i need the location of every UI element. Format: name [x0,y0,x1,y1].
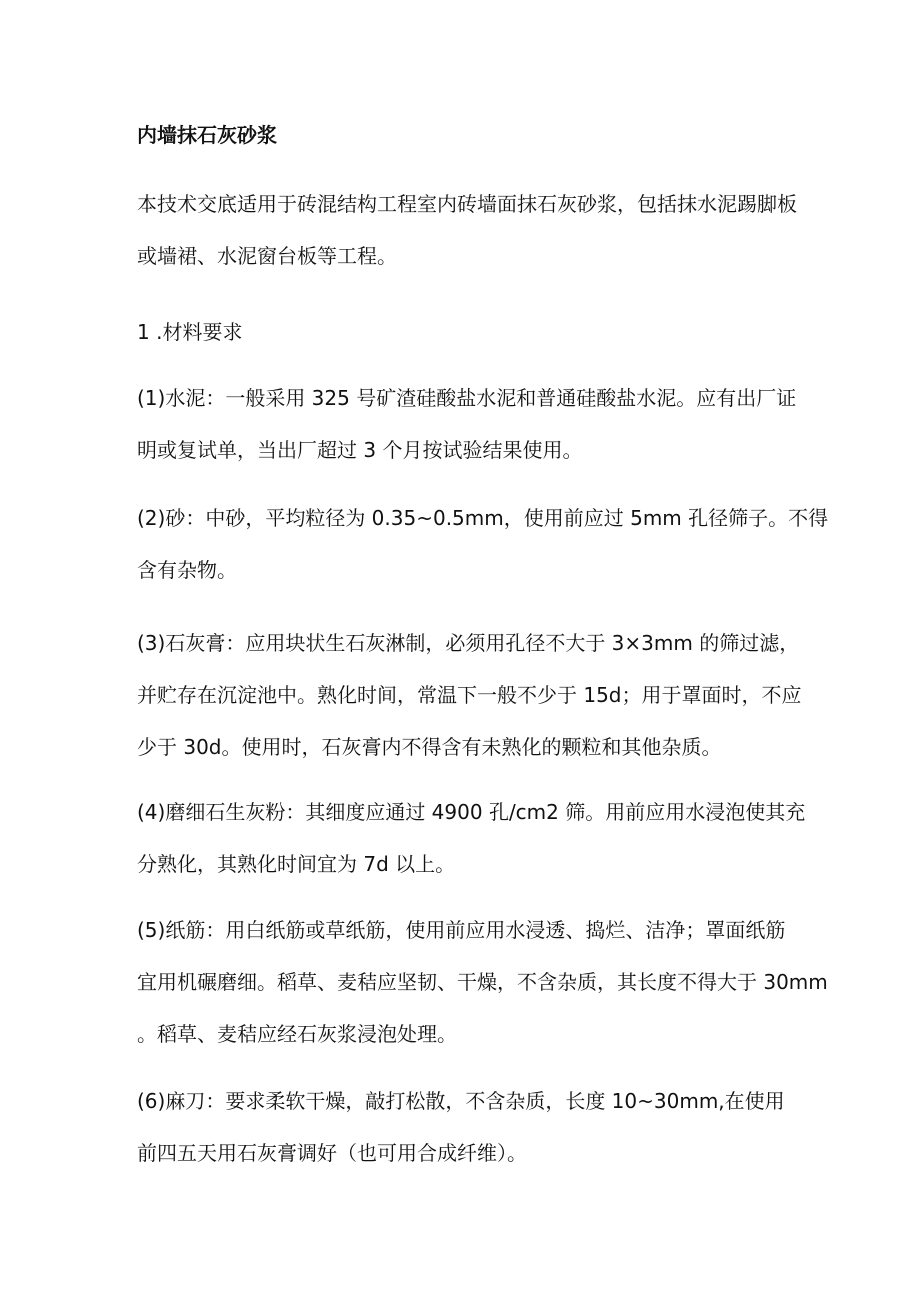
document-title: 内墙抹石灰砂浆 [137,123,277,147]
text-line: 少于 30d。使用时，石灰膏内不得含有未熟化的颗粒和其他杂质。 [137,735,722,759]
text-line: (3)石灰膏：应用块状生石灰淋制，必须用孔径不大于 3×3mm 的筛过滤， [137,631,800,655]
intro-paragraph [137,189,797,271]
text-line: 本技术交底适用于砖混结构工程室内砖墙面抹石灰砂浆，包括抹水泥踢脚板 [137,192,797,216]
item-lime-paste [137,628,802,762]
item-lime-powder [137,797,806,879]
text-line: 明或复试单，当出厂超过 3 个月按试验结果使用。 [137,438,583,462]
text-line: 。稻草、麦秸应经石灰浆浸泡处理。 [137,1022,457,1046]
text-line: 含有杂物。 [137,558,237,582]
text-line: 并贮存在沉淀池中。熟化时间，常温下一般不少于 15d；用于罩面时，不应 [137,683,802,707]
text-line: 1 .材料要求 [137,320,243,344]
text-line: 前四五天用石灰膏调好（也可用合成纤维）。 [137,1141,527,1165]
text-line: 或墙裙、水泥窗台板等工程。 [137,244,397,268]
text-line: (5)纸筋：用白纸筋或草纸筋，使用前应用水浸透、捣烂、洁净；罩面纸筋 [137,918,786,942]
text-line: 宜用机碾磨细。稻草、麦秸应坚韧、干燥，不含杂质，其长度不得大于 30mm [137,970,828,994]
text-line: (6)麻刀：要求柔软干燥，敲打松散，不含杂质，长度 10~30mm,在使用 [137,1089,785,1113]
text-line: 分熟化，其熟化时间宜为 7d 以上。 [137,852,456,876]
item-paper-fiber [137,915,828,1049]
item-sand [137,503,829,585]
item-cement [137,383,797,465]
section-heading [137,317,797,347]
text-line: (4)磨细石生灰粉：其细度应通过 4900 孔/cm2 筛。用前应用水浸泡使其充 [137,800,806,824]
text-line: (2)砂：中砂，平均粒径为 0.35~0.5mm，使用前应过 5mm 孔径筛子。不得 [137,506,829,530]
item-hemp-fiber [137,1086,797,1168]
text-line: (1)水泥：一般采用 325 号矿渣硅酸盐水泥和普通硅酸盐水泥。应有出厂证 [137,386,797,410]
